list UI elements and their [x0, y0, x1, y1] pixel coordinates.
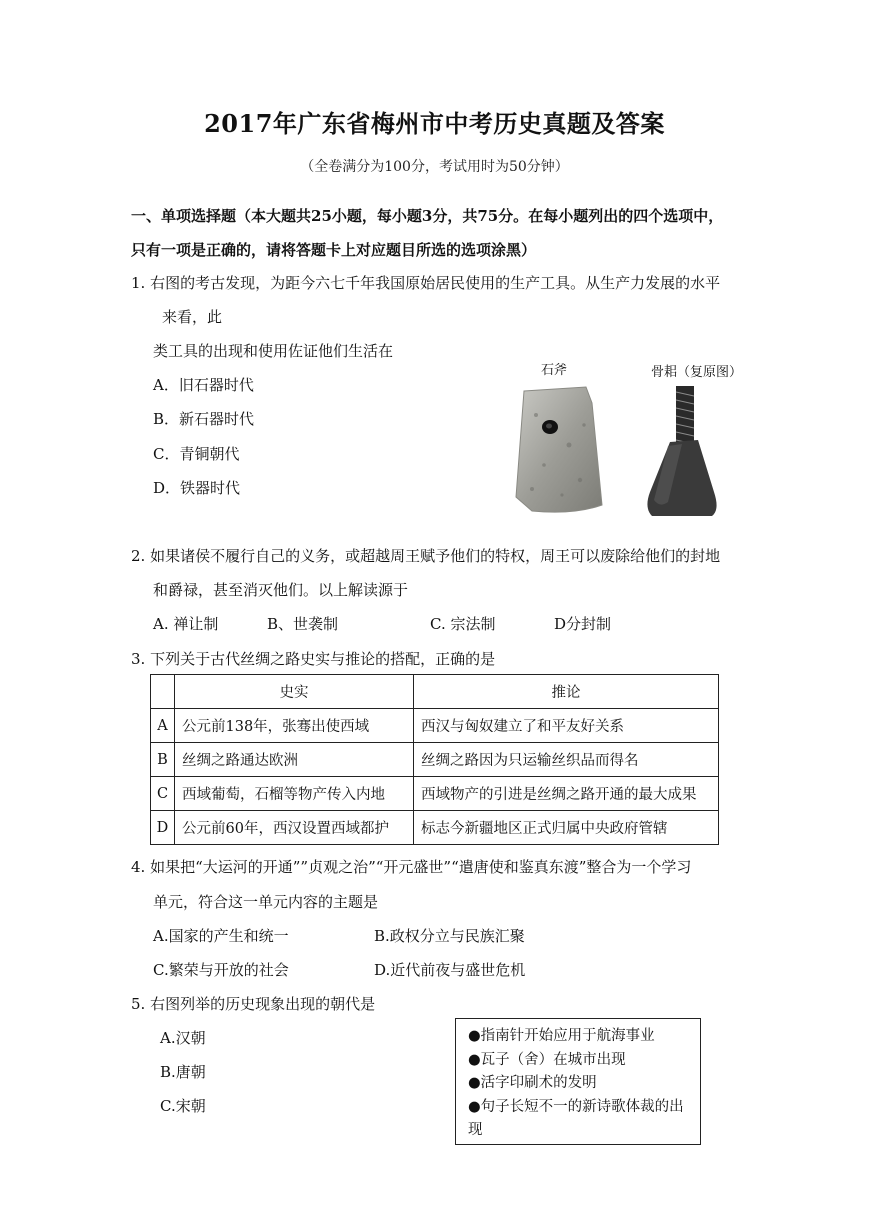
row-inference: 西汉与匈奴建立了和平友好关系 [414, 709, 719, 743]
q2-option-b: B、世袭制 [267, 615, 339, 633]
table-row [151, 811, 719, 845]
q4-option-b: B.政权分立与民族汇聚 [374, 927, 525, 945]
row-fact: 公元前138年，张骞出使西域 [175, 709, 414, 743]
q4-option-c: C.繁荣与开放的社会 [153, 961, 289, 979]
table-header-inference: 推论 [414, 675, 719, 709]
row-letter: C [151, 777, 175, 811]
q2-option-d: D分封制 [554, 615, 612, 633]
figure-label-bone-spade: 骨耜（复原图） [651, 365, 743, 380]
q1-stem-line-2: 来看，此 [162, 308, 223, 326]
row-fact: 丝绸之路通达欧洲 [175, 743, 414, 777]
figure-label-stone-axe: 石斧 [541, 363, 568, 378]
info-box-item: ●指南针开始应用于航海事业 [468, 1028, 655, 1044]
q4-option-a: A.国家的产生和统一 [153, 927, 289, 945]
row-fact: 公元前60年，西汉设置西域都护 [175, 811, 414, 845]
info-box-item: ●瓦子（舍）在城市出现 [468, 1051, 626, 1068]
q2-option-c: C. 宗法制 [430, 615, 496, 633]
info-box-item: ●活字印刷术的发明 [468, 1075, 597, 1091]
q4-stem-line-1: 4. 如果把“大运河的开通””贞观之治”“开元盛世”“遣唐使和鉴真东渡”整合为一个学习 [131, 858, 692, 876]
table-header-row [151, 675, 719, 709]
q3-table [150, 674, 719, 845]
q3-stem: 3. 下列关于古代丝绸之路史实与推论的搭配，正确的是 [131, 650, 496, 668]
q5-option-b: B.唐朝 [160, 1063, 206, 1081]
q2-stem-line-1: 2. 如果诸侯不履行自己的义务，或超越周王赋予他们的特权，周王可以废除给他们的封地 [131, 547, 721, 565]
info-box-item: ●句子长短不一的新诗歌体裁的出现 [468, 1098, 684, 1138]
table-header-blank [151, 675, 175, 709]
row-inference: 丝绸之路因为只运输丝织品而得名 [414, 743, 719, 777]
row-letter: D [151, 811, 175, 845]
section-heading-line-2: 只有一项是正确的，请将答题卡上对应题目所选的选项涂黑） [131, 241, 537, 259]
table-header-fact: 史实 [175, 675, 414, 709]
q5-info-box [455, 1018, 701, 1145]
section-heading-line-1: 一、单项选择题（本大题共25小题，每小题3分，共75分。在每小题列出的四个选项中， [131, 207, 724, 225]
stone-axe-image [514, 385, 614, 517]
q1-stem-line-3: 类工具的出现和使用佐证他们生活在 [153, 342, 394, 360]
bone-spade-image [638, 382, 730, 520]
q4-stem-line-2: 单元，符合这一单元内容的主题是 [153, 893, 379, 911]
q2-stem-line-2: 和爵禄，甚至消灭他们。以上解读源于 [153, 581, 409, 599]
table-row [151, 743, 719, 777]
row-inference: 标志今新疆地区正式归属中央政府管辖 [414, 811, 719, 845]
q1-stem-line-1: 1. 右图的考古发现，为距今六七千年我国原始居民使用的生产工具。从生产力发展的水平 [131, 274, 721, 292]
q2-option-a: A. 禅让制 [153, 615, 219, 633]
q5-option-c: C.宋朝 [160, 1097, 206, 1115]
row-letter: A [151, 709, 175, 743]
q5-stem: 5. 右图列举的历史现象出现的朝代是 [131, 995, 376, 1013]
row-inference: 西域物产的引进是丝绸之路开通的最大成果 [414, 777, 719, 811]
q4-option-d: D.近代前夜与盛世危机 [374, 961, 526, 979]
table-row [151, 709, 719, 743]
q1-option-d: D．铁器时代 [153, 479, 241, 497]
q5-option-a: A.汉朝 [160, 1029, 206, 1047]
page-subtitle: （全卷满分为100分，考试用时为50分钟） [300, 159, 569, 175]
row-fact: 西域葡萄，石榴等物产传入内地 [175, 777, 414, 811]
q1-option-b: B．新石器时代 [153, 410, 255, 428]
table-row [151, 777, 719, 811]
q1-option-c: C．青铜朝代 [153, 445, 240, 463]
row-letter: B [151, 743, 175, 777]
page-title: 2017年广东省梅州市中考历史真题及答案 [204, 109, 665, 138]
q1-option-a: A．旧石器时代 [153, 376, 254, 394]
